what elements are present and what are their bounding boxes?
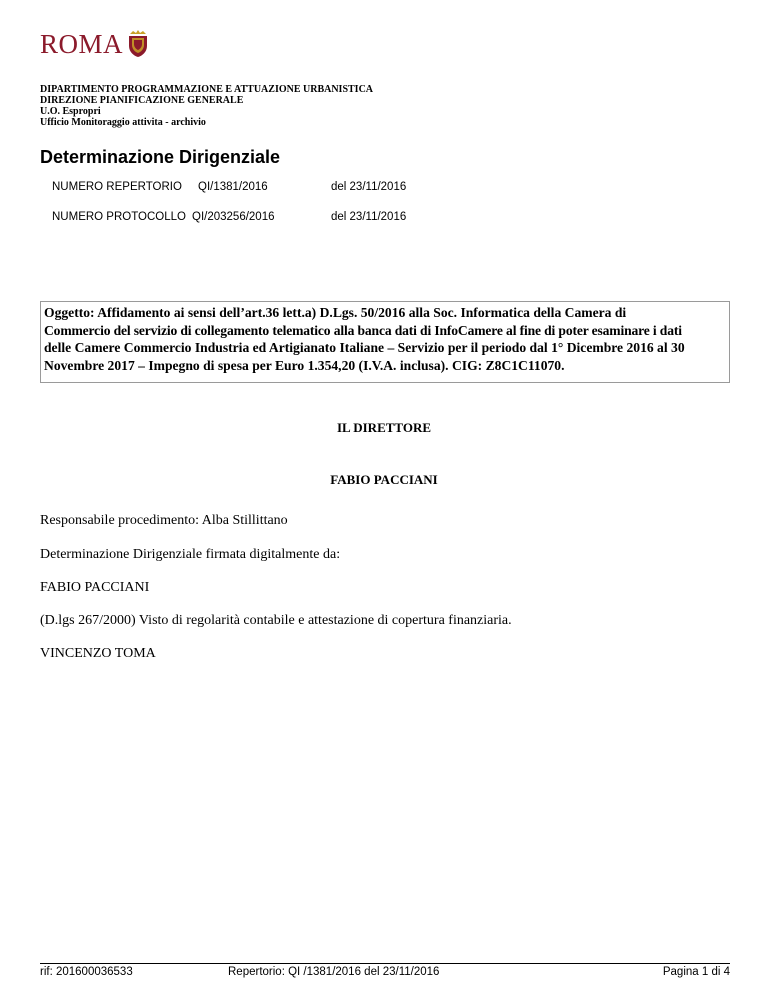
roma-logo [40, 28, 149, 60]
department-line: U.O. Espropri [40, 106, 101, 117]
signed-by-label: Determinazione Dirigenziale firmata digitalmente da: [40, 547, 341, 562]
repertorio-label: NUMERO REPERTORIO [52, 181, 182, 193]
second-signer-name: VINCENZO TOMA [40, 646, 156, 661]
director-name: FABIO PACCIANI [330, 472, 438, 487]
subject-line: delle Camere Commercio Industria ed Artigianato Italiane – Servizio per il periodo dal 1° Dicembre 2016 al 30 [44, 340, 685, 355]
subject-line: Oggetto: Affidamento ai sensi dell’art.36 lett.a) D.Lgs. 50/2016 alla Soc. Informatica della Camera di [44, 305, 627, 320]
subject-line: Novembre 2017 – Impegno di spesa per Euro 1.354,20 (I.V.A. inclusa). CIG: Z8C1C11070. [44, 357, 565, 373]
department-line: Ufficio Monitoraggio attivita - archivio [40, 117, 206, 128]
footer-repertorio: Repertorio: QI /1381/2016 del 23/11/2016 [228, 966, 440, 978]
footer-rif: rif: 201600036533 [40, 966, 133, 978]
document-title: Determinazione Dirigenziale [40, 147, 281, 167]
responsabile-text: Responsabile procedimento: Alba Stillittano [40, 513, 288, 528]
roma-crest-icon [127, 30, 149, 58]
footer-divider [40, 963, 730, 964]
subject-line: Commercio del servizio di collegamento telematico alla banca dati di InfoCamere al fine di poter esaminare i dati [44, 322, 682, 338]
repertorio-date: del 23/11/2016 [331, 181, 407, 193]
repertorio-value: QI/1381/2016 [198, 181, 268, 193]
director-heading: IL DIRETTORE [336, 420, 432, 435]
footer-page-number: Pagina 1 di 4 [662, 966, 730, 978]
protocollo-date: del 23/11/2016 [331, 211, 407, 223]
visto-text: (D.lgs 267/2000) Visto di regolarità contabile e attestazione di copertura finanziaria. [40, 613, 512, 628]
department-block [40, 84, 373, 128]
signer-name: FABIO PACCIANI [40, 580, 150, 595]
department-line: DIREZIONE PIANIFICAZIONE GENERALE [40, 95, 244, 106]
protocollo-label: NUMERO PROTOCOLLO [52, 211, 186, 223]
subject-box [40, 301, 730, 383]
department-line: DIPARTIMENTO PROGRAMMAZIONE E ATTUAZIONE URBANISTICA [40, 84, 374, 95]
logo-text: ROMA [40, 28, 124, 59]
protocollo-value: QI/203256/2016 [192, 211, 275, 223]
